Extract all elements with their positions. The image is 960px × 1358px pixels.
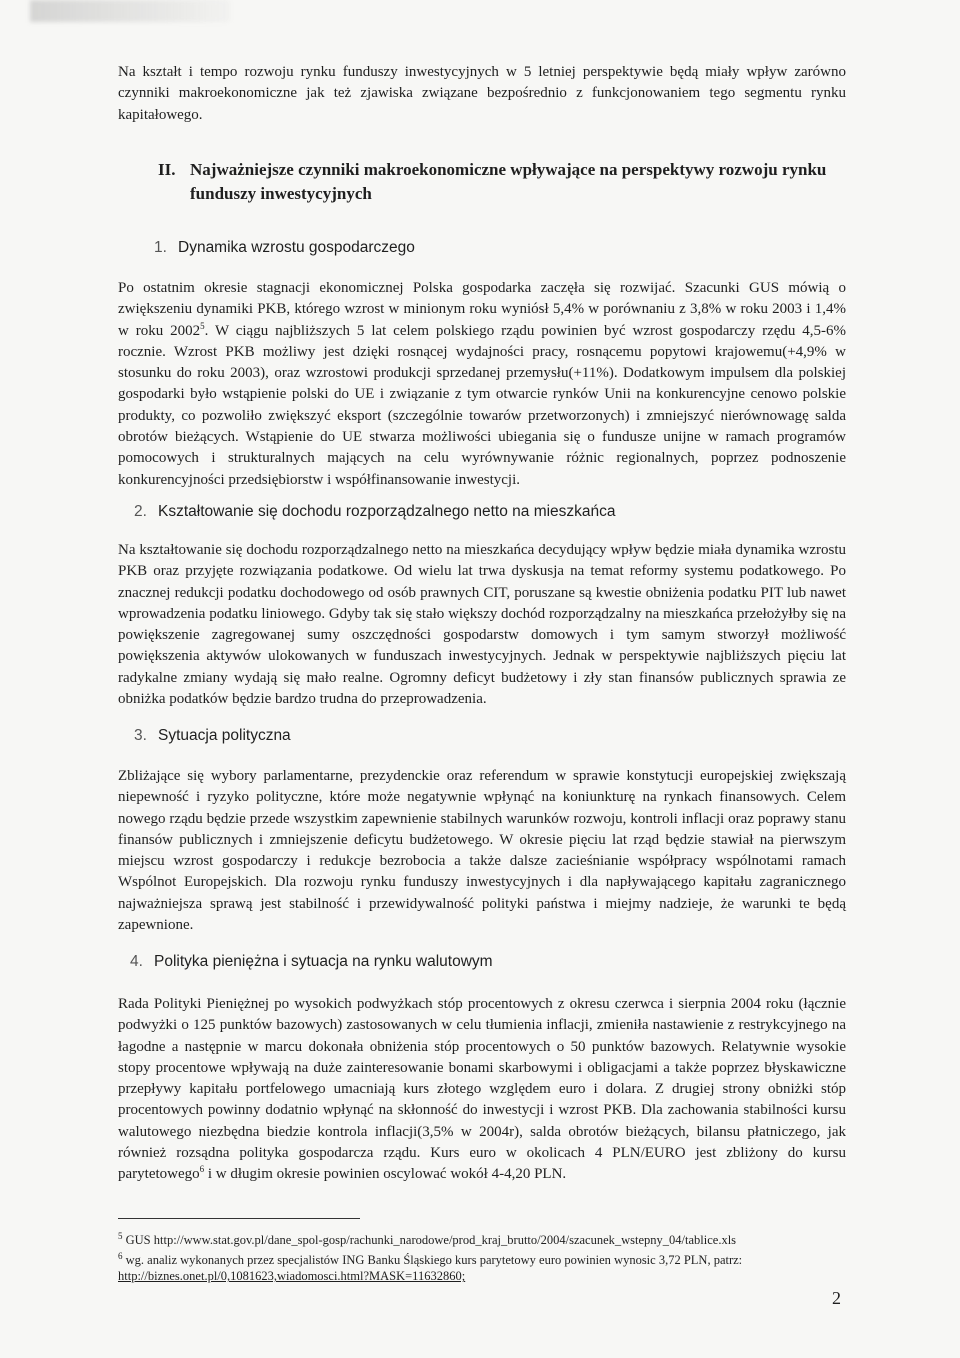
subsection-number: 3. bbox=[134, 727, 147, 744]
section-title-text: Najważniejsze czynniki makroekonomiczne wpływające na perspektywy rozwoju rynku funduszy inwestycyjnych bbox=[190, 160, 827, 203]
footnote-6: $^6$ wg. analiz wykonanych przez specjalistów ING Banku Śląskiego kurs parytetowy euro powinien wynosic 3,72 PLN, patrz: bbox=[118, 1251, 743, 1268]
subsection-body-4 bbox=[118, 994, 846, 1186]
subsection-text: Na kształtowanie się dochodu rozporządzalnego netto na mieszkańca decydujący wpływ będzie miała dynamika wzrostu PKB oraz przyjęte rozwiązania podatkowe. Od wielu lat trwa dyskusja na temat reformy systemu podatkowego. Po znacznej redukcji podatku dochodowego od osób prawnych CIT, poruszane są kwestie obniżenia podatku PIT lub nawet wprowadzenia podatku liniowego. Gdyby tak się stało większy dochód rozporządzalny na mieszkańca przełożyłby się na powiększenie zagregowanej sumy oszczędności gospodarstw domowych i tym samym stworzył możliwość powiększenia aktywów ulokowanych w funduszach inwestycyjnych. Jednak w perspektywie najbliższych pięciu lat radykalne zmiany wydają się mało realne. Ogromny deficyt budżetowy i zły stan finansów publicznych sprawia ze obniżka podatków będzie bardzo trudna do przeprowadzenia. bbox=[118, 542, 846, 708]
subsection-title: Polityka pieniężna i sytuacja na rynku walutowym bbox=[154, 953, 493, 970]
subsection-title: Sytuacja polityczna bbox=[158, 727, 291, 744]
intro-text: Na kształt i tempo rozwoju rynku funduszy inwestycyjnych w 5 letniej perspektywie będą miały wpływ zarówno czynniki makroekonomiczne jak też zjawiska związane bezpośrednio z funkcjonowaniem tego segmentu rynku kapitałowego. bbox=[118, 64, 846, 123]
subsection-heading-1 bbox=[154, 238, 882, 258]
subsection-title: Kształtowanie się dochodu rozporządzalnego netto na mieszkańca bbox=[158, 503, 616, 520]
footnote-divider bbox=[118, 1218, 360, 1219]
section-number: II. bbox=[158, 160, 176, 179]
subsection-heading-3 bbox=[134, 726, 862, 746]
subsection-text: Zbliżające się wybory parlamentarne, prezydenckie oraz referendum w sprawie konstytucji europejskiej zwiększają niepewność i ryzyko polityczne, które może negatywnie wpłynąć na koniunkturę na rynkach finansowych. Celem nowego rządu będzie przede wszystkim zapewnienie stabilnych warunków rozwoju, kontroli inflacji oraz poprawy stanu finansów publicznych i zmniejszenie deficytu budżetowego. W okresie pięciu lat rząd będzie stawiał na pierwszym miejscu wzrost gospodarczy i redukcje bezrobocia a także dalsze zacieśnianie współpracy wspólnotami ramach Wspólnot Europejskich. Dla rozwoju rynku funduszy inwestycyjnych i dla napływającego kapitału zagranicznego najważniejsza sprawą jest stabilność i przewidywalność polityki państwa i miejmy nadzieje, że warunki te będą zapewnione. bbox=[118, 768, 846, 934]
footnote-ref: 5 bbox=[200, 320, 205, 331]
subsection-number: 2. bbox=[134, 503, 147, 520]
subsection-body-1 bbox=[118, 278, 846, 491]
footnote-ref: 6 bbox=[199, 1164, 205, 1175]
subsection-number: 1. bbox=[154, 239, 167, 256]
intro-paragraph bbox=[118, 62, 846, 126]
subsection-heading-2 bbox=[134, 502, 862, 522]
subsection-text: Rada Polityki Pieniężnej po wysokich podwyżkach stóp procentowych z okresu czerwca i sierpnia 2004 roku (łącznie podwyżki o 125 punktów bazowych) zastosowanych w celu tłumienia inflacji, zmieniła nastawienie z restrykcyjnego na łagodne a następnie w marcu dokonała obniżenia stóp procentowych o 50 punktów bazowych. Relatywnie wysokie stopy procentowe wpływają na duże zainteresowanie bonami skarbowymi i obligacjami a także poprzez błyskawiczne przepływy kapitału portfelowego umacniają kurs złotego względem euro i dolara. Z drugiej strony obniżki stóp procentowych powinny dodatnio wpłynąć na skłonność do inwestycji i wzrost PKB. Dla zachowania stabilności kursu walutowego niezbędna biedzie kontrola inflacji(3,5% w 2004r), salda obrotów bieżących, bilansu płatniczego, jak również rozsądna polityka gospodarcza rządu. Kurs euro w okolicach 4 PLN/EURO jest zbliżony do kursu parytetowego$^6$ i w długim okresie powinien oscylować wokół 4-4,20 PLN. bbox=[118, 996, 846, 1183]
section-heading bbox=[158, 158, 848, 206]
footnote-6-link[interactable]: http://biznes.onet.pl/0,1081623,wiadomosci.html?MASK=11632860; bbox=[118, 1269, 466, 1284]
subsection-text: Po ostatnim okresie stagnacji ekonomicznej Polska gospodarka zaczęła się rozwijać. Szacunki GUS mówią o zwiększeniu dynamiki PKB, którego wzrost w minionym roku wyniósł 5,4% w porównaniu z 3,8% w roku 2003 i 1,4% w roku 2002$^5$. W ciągu najbliższych 5 lat celem polskiego rządu powinien być wzrost gospodarczy rzędu 4,5-6% rocznie. Wzrost PKB możliwy jest dzięki rosnącej wydajności pracy, rosnącemu popytowi krajowemu(+4,9% w stosunku do roku 2003), oraz wzrostowi produkcji sprzedanej przemysłu(+11%). Dodatkowym impulsem dla polskiej gospodarki było wstąpienie polski do UE i związanie z tym otwarcie rynków Unii na konkurencyjne cenowo polskie produkty, co pozwoliło zwiększyć eksport (szczególnie towarów przetworzonych) i zmniejszyć nierównowagę salda obrotów bieżących. Wstąpienie do UE stwarza możliwości ubiegania się o fundusze unijne w ramach programów pomocowych i strukturalnych mających na celu wyrównywanie różnic regionalnych, poprzez podnoszenie konkurencyjności przedsiębiorstw i współfinansowanie inwestycji. bbox=[118, 280, 847, 488]
subsection-heading-4 bbox=[130, 952, 858, 972]
subsection-title: Dynamika wzrostu gospodarczego bbox=[178, 239, 415, 256]
subsection-body-2 bbox=[118, 540, 846, 710]
subsection-number: 4. bbox=[130, 953, 143, 970]
footnotes bbox=[118, 1228, 898, 1284]
footnote-5: $^5$ GUS http://www.stat.gov.pl/dane_spol-gosp/rachunki_narodowe/prod_kraj_brutto/2004/szacunek_wstepny_04/tablice.xls bbox=[118, 1231, 737, 1248]
subsection-body-3 bbox=[118, 766, 846, 936]
page-number: 2 bbox=[832, 1288, 841, 1308]
scan-artifact bbox=[30, 0, 230, 22]
section-title bbox=[158, 158, 848, 206]
